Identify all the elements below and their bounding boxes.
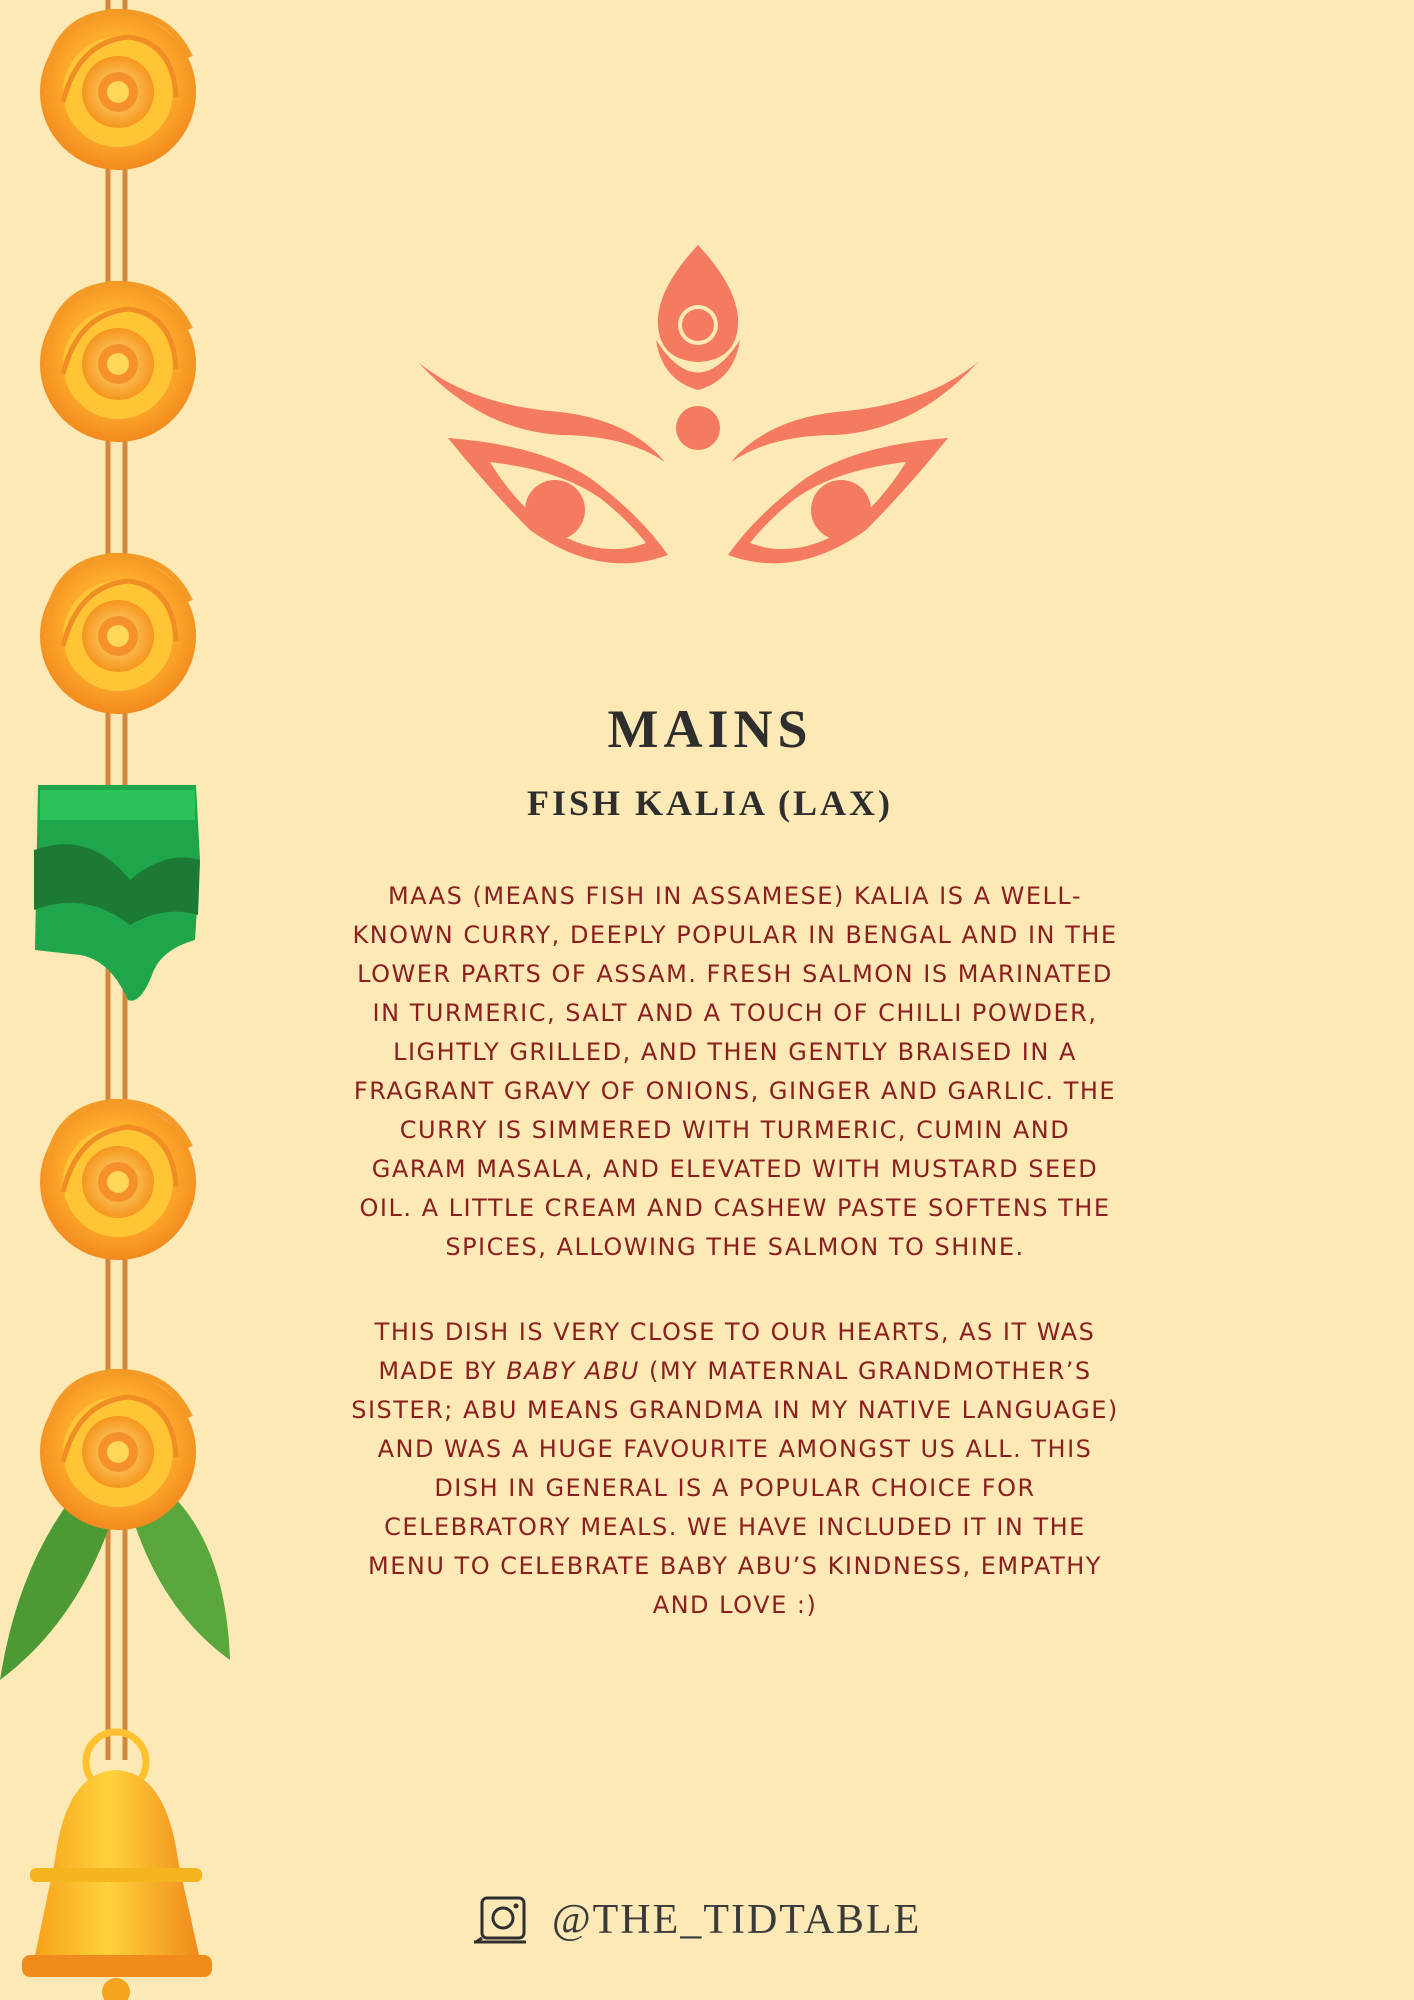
- dish-story-name: BABY ABU: [506, 1357, 640, 1385]
- dish-story: [350, 1313, 1120, 1625]
- dish-story-text-after: (MY MATERNAL GRANDMOTHER’S SISTER; ABU MEANS GRANDMA IN MY NATIVE LANGUAGE) AND WAS A HUGE FAVOURITE AMONGST US ALL. THIS DISH IN GENERAL IS A POPULAR CHOICE FOR CELEBRATORY MEALS. WE HAVE INCLUDED IT IN THE MENU TO CELEBRATE BABY ABU’S KINDNESS, EMPATHY AND LOVE :): [351, 1357, 1119, 1619]
- instagram-icon: [470, 1894, 530, 1946]
- section-title: MAINS: [607, 699, 813, 759]
- dish-title: FISH KALIA (LAX): [526, 783, 894, 823]
- instagram-handle[interactable]: @THE_TIDTABLE: [552, 1897, 922, 1943]
- marigold-garland: [0, 0, 240, 2000]
- dish-description: MAAS (MEANS FISH IN ASSAMESE) KALIA IS A WELL-KNOWN CURRY, DEEPLY POPULAR IN BENGAL AND IN THE LOWER PARTS OF ASSAM. FRESH SALMON IS MARINATED IN TURMERIC, SALT AND A TOUCH OF CHILLI POWDER, LIGHTLY GRILLED, AND THEN GENTLY BRAISED IN A FRAGRANT GRAVY OF ONIONS, GINGER AND GARLIC. THE CURRY IS SIMMERED WITH TURMERIC, CUMIN AND GARAM MASALA, AND ELEVATED WITH MUSTARD SEED OIL. A LITTLE CREAM AND CASHEW PASTE SOFTENS THE SPICES, ALLOWING THE SALMON TO SHINE.: [352, 882, 1118, 1261]
- social-footer: [470, 1890, 921, 1950]
- durga-eyes-icon: [400, 230, 1000, 570]
- dish-story-text-before: THIS DISH IS VERY CLOSE TO OUR HEARTS, AS IT WAS MADE BY: [374, 1318, 1096, 1385]
